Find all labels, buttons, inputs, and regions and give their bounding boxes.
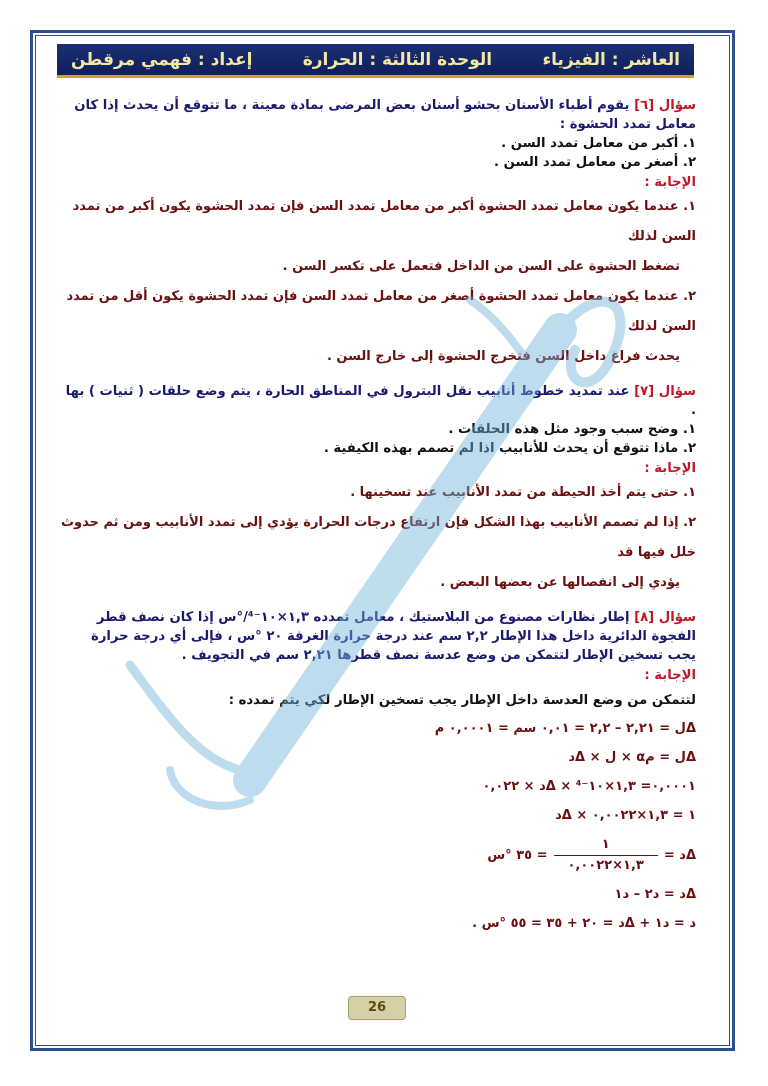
question-6 <box>60 96 696 372</box>
question-body: يقوم أطباء الأسنان بحشو أسنان بعض المرضى بمادة معينة ، ما تتوقع أن يحدث إذا كان معامل تمدد الحشوة : <box>74 98 696 132</box>
answer-line: تضغط الحشوة على السن من الداخل فتعمل على تكسر السن . <box>282 259 680 274</box>
answer-intro: لتتمكن من وضع العدسة داخل الإطار يجب تسخين الإطار لكي يتم تمدده : <box>228 693 696 708</box>
equation-line: ٠,٠٠٠١= ١,٣×١٠⁻⁴ × Δد × ٠,٠٢٢ <box>482 779 696 794</box>
equation-line: Δل = ٢,٢١ – ٢,٢ = ٠,٠١ سم = ٠,٠٠٠١ م <box>434 721 696 736</box>
question-6-text <box>60 96 696 134</box>
question-8-text <box>60 608 696 665</box>
answer-line: ٢. عندما يكون معامل تمدد الحشوة أصغر من معامل تمدد السن فإن تمدد الحشوة يكون أقل من تمدد السن لذلك <box>66 289 696 334</box>
fraction-denominator: ١,٣×٠,٠٠٢٢ <box>554 855 658 876</box>
equation-line: Δل = مα × ل × Δد <box>568 750 696 765</box>
question-label: سؤال [٧] <box>634 384 696 399</box>
question-body: عند تمديد خطوط أنابيب نقل البترول في المناطق الحارة ، يتم وضع حلقات ( ثنيات ) بها . <box>65 384 696 418</box>
answer-line: يحدث فراغ داخل السن فتخرج الحشوة إلى خارج السن . <box>326 349 680 364</box>
question-body: إطار نظارات مصنوع من البلاستيك ، معامل تمدده ١,٣×١٠⁻⁴/°س إذا كان نصف قطر الفجوة الدائرية داخل هذا الإطار ٢,٢ سم عند درجة حرارة الغرفة ٢٠ °س ، فإلى أي درجة حرارة يجب تسخين الإطار لتتمكن من وضع عدسة نصف قطرها ٢,٢١ سم في التجويف . <box>91 610 696 663</box>
question-option: ١. أكبر من معامل تمدد السن . <box>501 136 696 151</box>
page-header <box>57 44 694 78</box>
equation-block <box>60 714 696 938</box>
question-7 <box>60 382 696 598</box>
answer-label: الإجابة : <box>644 668 696 683</box>
answer-label: الإجابة : <box>644 175 696 190</box>
header-subject: العاشر : الفيزياء <box>542 49 680 70</box>
equation-fraction-line <box>60 830 696 880</box>
question-label: سؤال [٦] <box>634 98 696 113</box>
fraction <box>554 835 658 876</box>
page-number: 26 <box>348 996 406 1020</box>
answer-label: الإجابة : <box>644 461 696 476</box>
question-option: ٢. ماذا تتوقع أن يحدث للأنابيب اذا لم تصمم بهذه الكيفية . <box>323 441 696 456</box>
header-unit: الوحدة الثالثة : الحرارة <box>302 49 493 70</box>
equation-line: د = د١ + Δد = ٢٠ + ٣٥ = ٥٥ °س . <box>472 916 696 931</box>
header-author: إعداد : فهمي مرقطن <box>71 49 253 70</box>
question-8 <box>60 608 696 938</box>
fraction-lhs: Δد = <box>663 847 696 863</box>
answer-body <box>60 192 696 372</box>
answer-line: يؤدي إلى انفصالها عن بعضها البعض . <box>440 575 680 590</box>
question-option: ١. وضح سبب وجود مثل هذه الحلقات . <box>448 422 696 437</box>
answer-line: ٢. إذا لم تصمم الأنابيب بهذا الشكل فإن ارتفاع درجات الحرارة يؤدي إلى تمدد الأنابيب ومن ثم حدوث خلل فيها قد <box>60 515 696 560</box>
fraction-rhs: = ٣٥ °س <box>487 847 548 863</box>
question-option: ٢. أصغر من معامل تمدد السن . <box>493 155 696 170</box>
question-7-text <box>60 382 696 420</box>
answer-line: ١. عندما يكون معامل تمدد الحشوة أكبر من معامل تمدد السن فإن تمدد الحشوة يكون أكبر من تمدد السن لذلك <box>72 199 696 244</box>
question-label: سؤال [٨] <box>634 610 696 625</box>
equation-line: ١ = ١,٣×٠,٠٠٢٢ × Δد <box>555 808 696 823</box>
answer-line: ١. حتى يتم أخذ الحيطة من تمدد الأنابيب عند تسخينها . <box>350 485 696 500</box>
equation-line: Δد = د٢ – د١ <box>614 887 696 902</box>
answer-body <box>60 478 696 598</box>
page-content <box>60 96 696 948</box>
fraction-numerator: ١ <box>601 836 610 852</box>
